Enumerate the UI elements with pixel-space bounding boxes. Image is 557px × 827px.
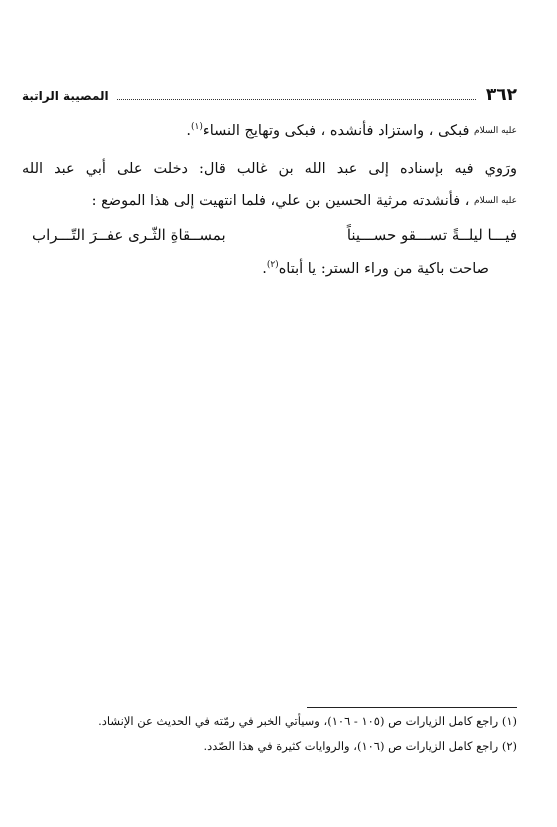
footnote-marker: (٢) bbox=[501, 739, 517, 753]
body-line-5-end: . bbox=[262, 261, 267, 277]
body-line-3 bbox=[22, 190, 517, 212]
footnote-ref-1: (١) bbox=[191, 122, 203, 133]
body-line-2 bbox=[22, 158, 517, 180]
footnote-text: راجع كامل الزيارات ص (١٠٦)، والروايات كثيرة في هذا الصّدد. bbox=[203, 739, 499, 753]
page-number: ٣٦٢ bbox=[485, 85, 517, 105]
footnote-1 bbox=[22, 712, 517, 730]
footnote-separator bbox=[307, 707, 517, 708]
body-line-3-text: ، فأنشدته مرثية الحسين بن علي، فلما انتهيت إلى هذا الموضع : bbox=[91, 193, 470, 209]
footnote-marker: (١) bbox=[501, 714, 517, 728]
footnote-2 bbox=[22, 737, 517, 755]
running-title: المصيبة الراتبة bbox=[22, 89, 109, 103]
honorific-ligature: عليه السلام bbox=[474, 126, 517, 136]
verse-first-hemistich: فيـــا ليلــةً تســـقو حســـيناً bbox=[346, 226, 517, 244]
body-line-1-end: . bbox=[186, 123, 192, 139]
footnote-ref-2: (٢) bbox=[266, 260, 279, 271]
footnote-text: راجع كامل الزيارات ص (١٠٥ - ١٠٦)، وسيأتي الخبر في رمّته في الحديث عن الإنشاد. bbox=[98, 714, 499, 728]
body-line-5-text: صاحت باكية من وراء الستر: يا أبتاه bbox=[278, 261, 489, 277]
poem-verse bbox=[32, 224, 517, 248]
honorific-ligature: عليه السلام bbox=[474, 196, 517, 206]
body-line-2-text: ورَوي فيه بإسناده إلى عبد الله بن غالب قال: دخلت على أبي عبد الله bbox=[22, 161, 517, 177]
body-line-1 bbox=[22, 120, 517, 142]
verse-second-hemistich: بمســقاةِ الثّـرى عفــرَ التّـــراب bbox=[32, 226, 226, 244]
header-dotted-leader bbox=[117, 98, 476, 100]
body-line-1-text: فبكى ، واستزاد فأنشده ، فبكى وتهايج النساء bbox=[202, 123, 470, 139]
running-header bbox=[22, 82, 517, 104]
body-line-5 bbox=[22, 258, 489, 280]
